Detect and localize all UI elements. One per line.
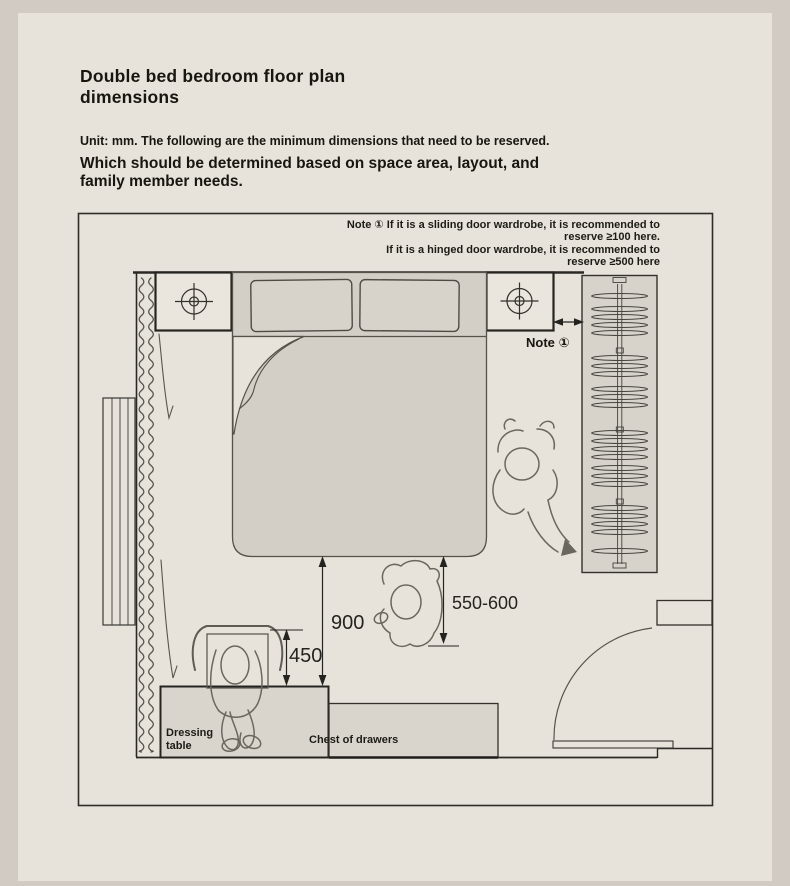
window — [103, 398, 135, 625]
pillow-left — [251, 279, 353, 331]
page-title: Double bed bedroom floor plan dimensions — [80, 66, 346, 107]
door-wall-stub — [657, 601, 712, 626]
door-leaf — [553, 741, 673, 748]
note-line: If it is a hinged door wardrobe, it is recommended to — [386, 243, 660, 256]
note-line: reserve ≥100 here. — [564, 231, 660, 244]
context-note-text: Which should be determined based on space area, layout, and family member needs. — [80, 155, 540, 191]
curtain-squiggle — [149, 278, 154, 752]
pillow-right — [360, 280, 459, 332]
dimension-bed-foot-clearance: 900 — [331, 612, 365, 634]
unit-note-text: Unit: mm. The following are the minimum dimensions that need to be reserved. — [80, 134, 550, 148]
nightstand-left — [156, 273, 232, 331]
chest-of-drawers-label: Chest of drawers — [309, 734, 399, 746]
double-bed — [233, 273, 487, 557]
dressing-chair — [193, 626, 283, 688]
chest-of-drawers — [329, 704, 498, 758]
person-reaching — [493, 419, 577, 556]
note-pointer-label: Note ① — [526, 335, 570, 350]
nightstand-right — [487, 273, 554, 331]
dimension-chair-clearance: 450 — [289, 645, 323, 667]
note-line: Note ① If it is a sliding door wardrobe, it is recommended to — [346, 219, 660, 231]
note-line: reserve ≥500 here — [567, 255, 660, 268]
door-swing-arc — [554, 628, 652, 740]
dimension-walkway-clearance: 550-600 — [452, 593, 519, 613]
curtain-flick — [159, 334, 173, 418]
note-gap-arrow — [553, 318, 584, 325]
curtain-flick — [161, 560, 177, 678]
curtain-symbols — [139, 278, 177, 752]
person-walking — [373, 561, 442, 647]
wardrobe-note — [290, 219, 660, 268]
wardrobe — [582, 276, 657, 573]
curtain-squiggle — [139, 278, 144, 752]
dressing-table-label: Dressing table — [166, 727, 214, 753]
